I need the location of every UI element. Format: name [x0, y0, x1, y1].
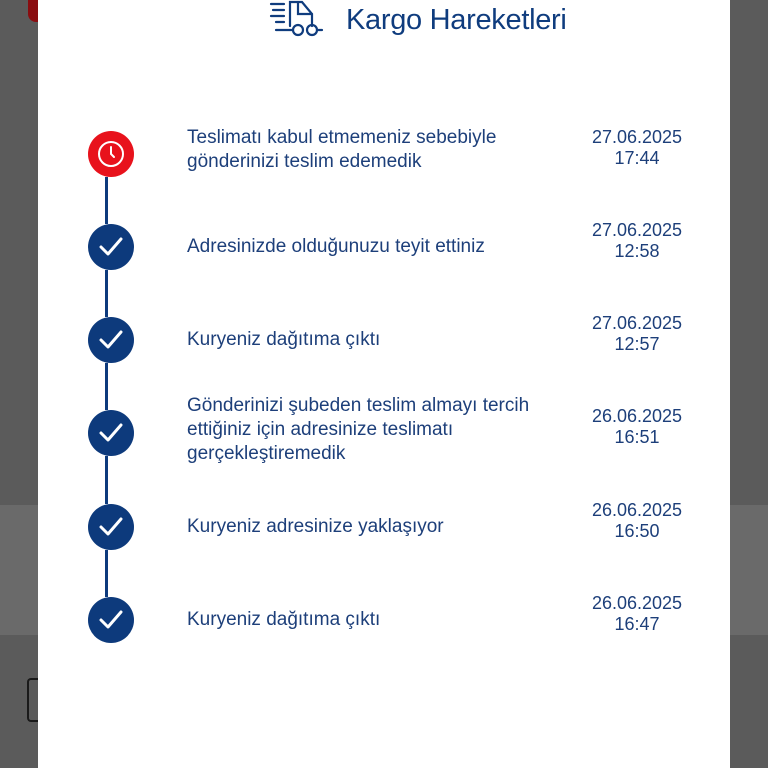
timeline-connector [105, 363, 108, 410]
event-message: Kuryeniz dağıtıma çıktı [187, 329, 381, 350]
event-date: 26.06.2025 [591, 593, 683, 613]
timeline-connector [105, 456, 108, 504]
clock-icon [88, 131, 134, 177]
event-message: Teslimatı kabul etmemeniz sebebiyle gönderinizi teslim edemedik [187, 127, 497, 172]
event-datetime [578, 127, 696, 169]
check-icon [88, 597, 134, 643]
event-message: Kuryeniz dağıtıma çıktı [187, 609, 381, 630]
backdrop-band-right [730, 505, 768, 635]
event-time: 16:50 [614, 521, 660, 541]
cargo-movements-modal [38, 0, 730, 768]
event-message: Gönderinizi şubeden teslim almayı tercih ettiğiniz için adresinize teslimatı gerçekleştiremedik [187, 395, 530, 464]
event-time: 16:51 [614, 427, 660, 447]
event-datetime [578, 406, 696, 448]
backdrop-band-left [0, 505, 38, 635]
event-date: 27.06.2025 [591, 220, 683, 240]
modal-title: Kargo Hareketleri [346, 3, 567, 36]
event-date: 27.06.2025 [591, 313, 683, 333]
timeline-connector [105, 270, 108, 317]
event-time: 16:47 [614, 614, 660, 634]
event-datetime [578, 220, 696, 262]
event-time: 12:57 [614, 334, 660, 354]
check-icon [88, 224, 134, 270]
event-date: 27.06.2025 [591, 127, 683, 147]
modal-header [268, 0, 567, 40]
check-icon [88, 410, 134, 456]
event-date: 26.06.2025 [591, 406, 683, 426]
event-message: Kuryeniz adresinize yaklaşıyor [187, 516, 444, 537]
check-icon [88, 317, 134, 363]
delivery-truck-icon [268, 0, 328, 43]
timeline-connector [105, 177, 108, 224]
event-datetime [578, 313, 696, 355]
event-date: 26.06.2025 [591, 500, 683, 520]
check-icon [88, 504, 134, 550]
event-datetime [578, 500, 696, 542]
event-time: 17:44 [614, 148, 660, 168]
event-datetime [578, 593, 696, 635]
event-time: 12:58 [614, 241, 660, 261]
timeline-connector [105, 550, 108, 597]
event-message: Adresinizde olduğunuzu teyit ettiniz [187, 236, 485, 257]
